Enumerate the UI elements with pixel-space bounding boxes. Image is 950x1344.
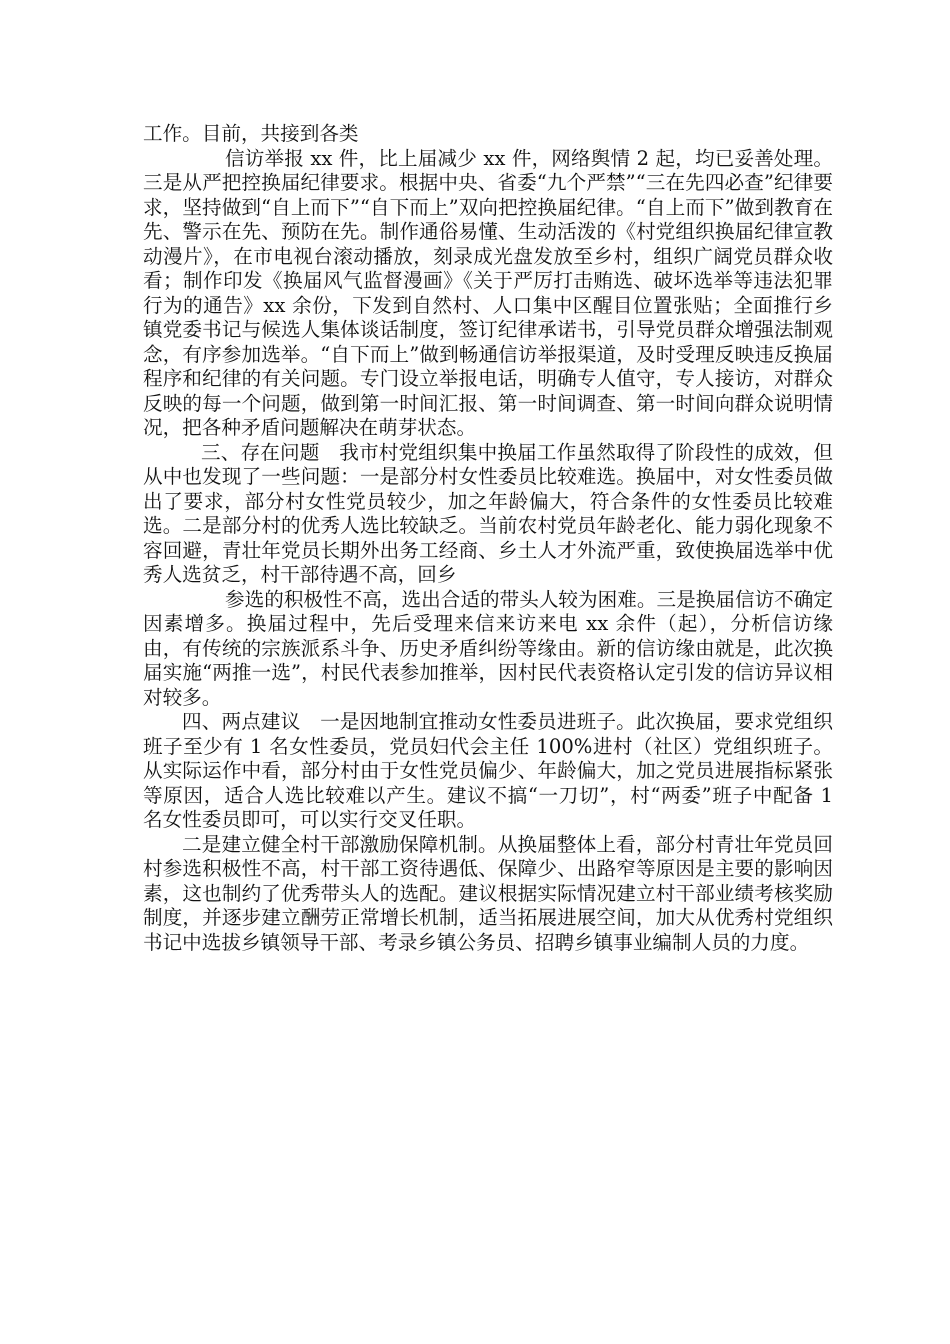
document-body — [143, 122, 833, 955]
paragraph-continuation: 工作。目前，共接到各类 — [143, 122, 359, 145]
paragraph-existing-problems: 三、存在问题 我市村党组织集中换届工作虽然取得了阶段性的成效，但从中也发现了一些问题：一是部分村女性委员比较难选。换届中，对女性委员做出了要求，部分村女性党员较少，加之年龄偏大，符合条件的女性委员比较难选。二是部分村的优秀人选比较缺乏。当前农村党员年龄老化、能力弱化现象不容回避，青壮年党员长期外出务工经商、乡土人才外流严重，致使换届选举中优秀人选贫乏，村干部待遇不高，回乡 — [143, 440, 833, 586]
paragraph-problems-continued: 参选的积极性不高，选出合适的带头人较为困难。三是换届信访不确定因素增多。换届过程中，先后受理来信来访来电 xx 余件（起），分析信访缘由，有传统的宗族派系斗争、历史矛盾纠纷等缘由。新的信访缘由就是，此次换届实施“两推一选”，村民代表参加推举，因村民代表资格认定引发的信访异议相对较多。 — [143, 587, 833, 709]
paragraph-two-suggestions: 四、两点建议 一是因地制宜推动女性委员进班子。此次换届，要求党组织班子至少有 1 名女性委员，党员妇代会主任 100%进村（社区）党组织班子。从实际运作中看，部分村由于女性党员偏少、年龄偏大，加之党员进展指标紧张等原因，适合人选比较难以产生。建议不搞“一刀切”，村“两委”班子中配备 1 名女性委员即可，可以实行交叉任职。 — [143, 710, 833, 831]
paragraph-incentive-mechanism: 二是建立健全村干部激励保障机制。从换届整体上看，部分村青壮年党员回村参选积极性不高，村干部工资待遇低、保障少、出路窄等原因是主要的影响因素，这也制约了优秀带头人的选配。建议根据实际情况建立村干部业绩考核奖励制度，并逐步建立酬劳正常增长机制，适当拓展进展空间，加大从优秀村党组织书记中选拔乡镇领导干部、考录乡镇公务员、招聘乡镇事业编制人员的力度。 — [143, 832, 833, 954]
paragraph-petitions-discipline: 信访举报 xx 件，比上届减少 xx 件，网络舆情 2 起，均已妥善处理。三是从严把控换届纪律要求。根据中央、省委“九个严禁”“三在先四必查”纪律要求，坚持做到“自上而下”“自下而上”双向把控换届纪律。“自上而下”做到教育在先、警示在先、预防在先。制作通俗易懂、生动活泼的《村党组织换届纪律宣教动漫片》，在市电视台滚动播放，刻录成光盘发放至乡村，组织广阔党员群众收看；制作印发《换届风气监督漫画》《关于严厉打击贿选、破坏选举等违法犯罪行为的通告》xx 余份，下发到自然村、人口集中区醒目位置张贴；全面推行乡镇党委书记与候选人集体谈话制度，签订纪律承诺书，引导党员群众增强法制观念，有序参加选举。“自下而上”做到畅通信访举报渠道，及时受理反映违反换届程序和纪律的有关问题。专门设立举报电话，明确专人值守，专人接访，对群众反映的每一个问题，做到第一时间汇报、第一时间调查、第一时间向群众说明情况，把各种矛盾问题解决在萌芽状态。 — [143, 146, 833, 439]
